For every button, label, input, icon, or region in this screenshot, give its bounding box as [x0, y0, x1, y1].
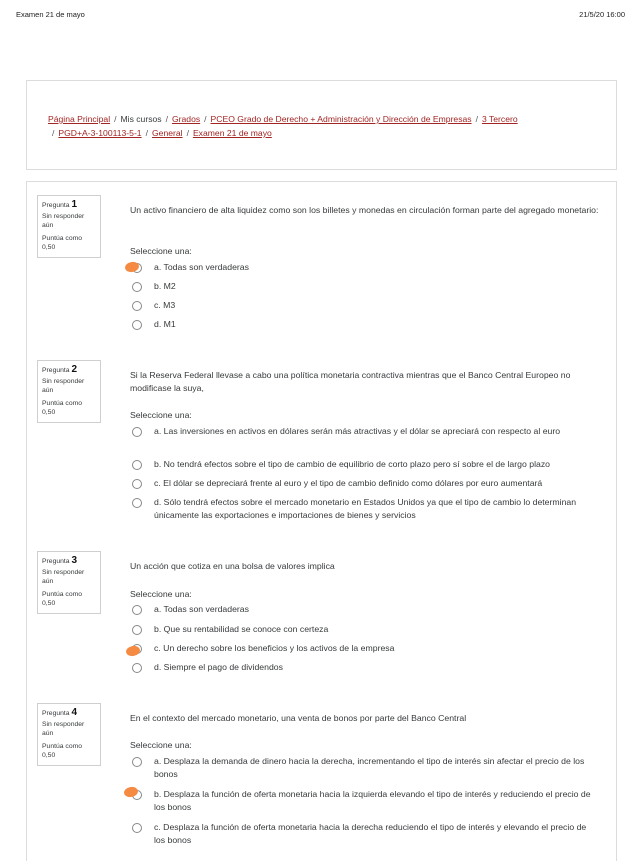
question-marks: Puntúa como 0,50: [42, 235, 83, 251]
breadcrumb-panel: [26, 80, 617, 170]
question-state: Sin responder aún: [42, 378, 85, 394]
breadcrumb-degree-link[interactable]: PCEO Grado de Derecho + Administración y Dirección de Empresas: [210, 114, 472, 124]
answer-option-3b[interactable]: b. Que su rentabilidad se conoce con certeza: [132, 623, 592, 636]
answer-option-4a[interactable]: a. Desplaza la demanda de dinero hacia la derecha, incrementando el tipo de interés sin afectar el precio de los bonos: [132, 755, 592, 780]
breadcrumb-course-link[interactable]: PGD+A-3-100113-5-1: [58, 128, 142, 138]
question-marks: Puntúa como 0,50: [42, 743, 83, 759]
radio-button[interactable]: [132, 625, 142, 635]
answer-option-1c[interactable]: c. M3: [132, 299, 592, 312]
select-one-label: Seleccione una:: [130, 740, 192, 750]
print-title: Examen 21 de mayo: [16, 10, 85, 19]
radio-button[interactable]: [132, 663, 142, 673]
radio-button[interactable]: [132, 498, 142, 508]
question-info-2: [37, 360, 101, 423]
radio-button[interactable]: [132, 479, 142, 489]
select-one-label: Seleccione una:: [130, 589, 192, 599]
question-text-2: Si la Reserva Federal llevase a cabo una política monetaria contractiva mientras que el Banco Central Europeo no modificase la suya,: [130, 370, 571, 393]
question-text-4: En el contexto del mercado monetario, una venta de bonos por parte del Banco Central: [130, 713, 467, 723]
breadcrumb-grados-link[interactable]: Grados: [171, 114, 201, 124]
breadcrumb: [48, 112, 588, 140]
radio-button[interactable]: [132, 757, 142, 767]
radio-button[interactable]: [132, 460, 142, 470]
breadcrumb-separator: /: [165, 114, 168, 124]
breadcrumb-my-courses: Mis cursos: [120, 114, 162, 124]
answer-option-3d[interactable]: d. Siempre el pago de dividendos: [132, 661, 592, 674]
question-number: Pregunta 2: [42, 364, 78, 375]
radio-button[interactable]: [132, 301, 142, 311]
breadcrumb-exam-link[interactable]: Examen 21 de mayo: [192, 128, 272, 138]
print-datetime: 21/5/20 16:00: [579, 10, 625, 19]
breadcrumb-home-link[interactable]: Página Principal: [48, 114, 111, 124]
breadcrumb-separator: /: [114, 114, 117, 124]
question-marks: Puntúa como 0,50: [42, 591, 83, 607]
radio-button[interactable]: [132, 823, 142, 833]
answer-option-2a[interactable]: a. Las inversiones en activos en dólares serán más atractivas y el dólar se apreciará con respecto al euro: [132, 425, 592, 438]
select-one-label: Seleccione una:: [130, 246, 192, 256]
answer-option-4b[interactable]: b. Desplaza la función de oferta monetaria hacia la izquierda elevando el tipo de interés y reduciendo el precio de los bonos: [132, 788, 592, 813]
answer-option-1d[interactable]: d. M1: [132, 318, 592, 331]
breadcrumb-year-link[interactable]: 3 Tercero: [481, 114, 518, 124]
question-info-1: [37, 195, 101, 258]
question-number: Pregunta 3: [42, 555, 78, 566]
radio-button[interactable]: [132, 320, 142, 330]
breadcrumb-section-link[interactable]: General: [151, 128, 183, 138]
question-number: Pregunta 4: [42, 707, 78, 718]
breadcrumb-separator: /: [204, 114, 207, 124]
answer-option-2c[interactable]: c. El dólar se depreciará frente al euro y el tipo de cambio definido como dólares por euro aumentará: [132, 477, 592, 490]
radio-button[interactable]: [132, 427, 142, 437]
question-info-4: [37, 703, 101, 766]
answer-option-3a[interactable]: a. Todas son verdaderas: [132, 603, 592, 616]
answer-option-1a[interactable]: a. Todas son verdaderas: [132, 261, 592, 274]
answer-option-1b[interactable]: b. M2: [132, 280, 592, 293]
question-text-3: Un acción que cotiza en una bolsa de valores implica: [130, 561, 335, 571]
question-state: Sin responder aún: [42, 721, 85, 737]
question-info-3: [37, 551, 101, 614]
breadcrumb-separator: /: [52, 128, 55, 138]
select-one-label: Seleccione una:: [130, 410, 192, 420]
breadcrumb-separator: /: [475, 114, 478, 124]
answer-option-4c[interactable]: c. Desplaza la función de oferta monetaria hacia la derecha reduciendo el tipo de interés y elevando el precio de los bonos: [132, 821, 592, 846]
answer-option-2b[interactable]: b. No tendrá efectos sobre el tipo de cambio de equilibrio de corto plazo pero sí sobre el de largo plazo: [132, 458, 592, 471]
radio-button[interactable]: [132, 605, 142, 615]
question-marks: Puntúa como 0,50: [42, 400, 83, 416]
breadcrumb-separator: /: [186, 128, 189, 138]
radio-button[interactable]: [132, 282, 142, 292]
question-state: Sin responder aún: [42, 569, 85, 585]
answer-option-3c[interactable]: c. Un derecho sobre los beneficios y los activos de la empresa: [132, 642, 592, 655]
question-state: Sin responder aún: [42, 213, 85, 229]
question-text-1: Un activo financiero de alta liquidez como son los billetes y monedas en circulación forman parte del agregado monetario:: [130, 205, 599, 215]
question-number: Pregunta 1: [42, 199, 78, 210]
breadcrumb-separator: /: [145, 128, 148, 138]
answer-option-2d[interactable]: d. Sólo tendrá efectos sobre el mercado monetario en Estados Unidos ya que el tipo de cambio lo determinan únicamente las exportaciones e importaciones de bienes y servicios: [132, 496, 592, 521]
